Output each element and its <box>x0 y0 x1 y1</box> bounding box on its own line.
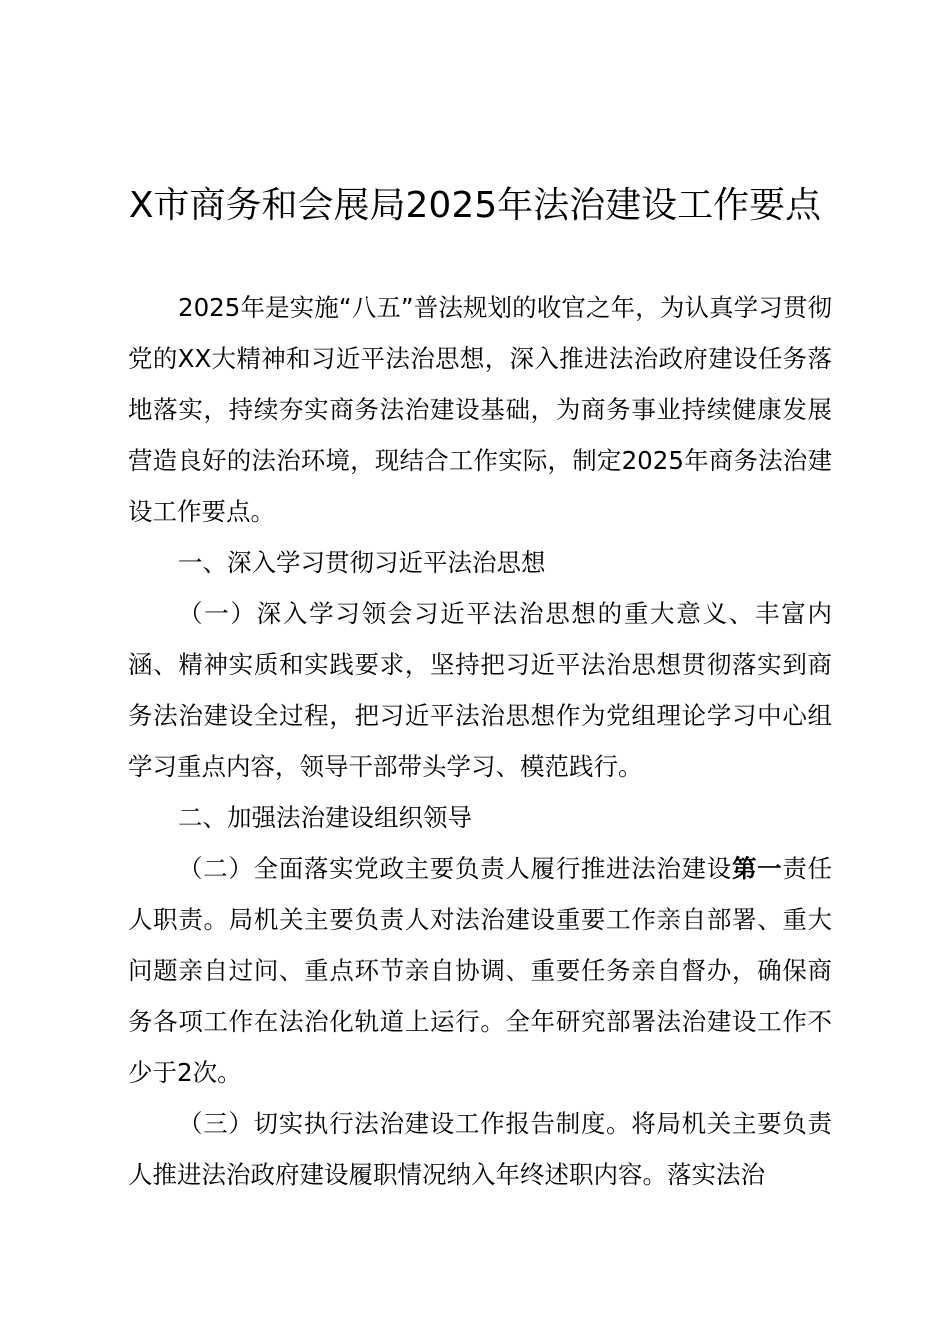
item-3-paragraph: （三）切实执行法治建设工作报告制度。将局机关主要负责人推进法治政府建设履职情况纳入年终述职内容。落实法治 <box>128 1109 832 1189</box>
item-2-paragraph <box>128 843 832 1098</box>
document-body <box>128 282 832 1200</box>
item-2-bold-text: 第一 <box>731 854 783 883</box>
document-title: X市商务和会展局2025年法治建设工作要点 <box>128 185 822 226</box>
item-1-paragraph: （一）深入学习领会习近平法治思想的重大意义、丰富内涵、精神实质和实践要求，坚持把习近平法治思想贯彻落实到商务法治建设全过程，把习近平法治思想作为党组理论学习中心组学习重点内容，领导干部带头学习、模范践行。 <box>128 599 832 781</box>
section-2-heading: 二、加强法治建设组织领导 <box>178 803 472 832</box>
section-1-heading: 一、深入学习贯彻习近平法治思想 <box>178 548 546 577</box>
item-2-text-start: （二）全面落实党政主要负责人履行推进法治建设 <box>178 854 732 883</box>
intro-paragraph: 2025年是实施“八五”普法规划的收官之年，为认真学习贯彻党的XX大精神和习近平法治思想，深入推进法治政府建设任务落地落实，持续夯实商务法治建设基础，为商务事业持续健康发展营造良好的法治环境，现结合工作实际，制定2025年商务法治建设工作要点。 <box>128 293 832 526</box>
item-2-text-end: 责任人职责。局机关主要负责人对法治建设重要工作亲自部署、重大问题亲自过问、重点环节亲自协调、重要任务亲自督办，确保商务各项工作在法治化轨道上运行。全年研究部署法治建设工作不少于2次。 <box>128 854 833 1087</box>
